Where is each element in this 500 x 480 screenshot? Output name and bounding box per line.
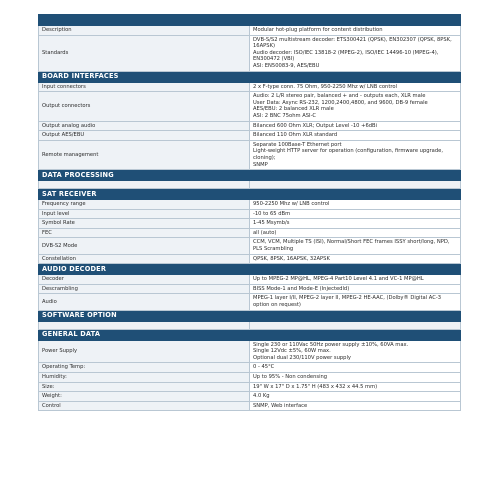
top-header-bar-cell	[39, 15, 461, 26]
spec-row	[39, 121, 461, 131]
spec-value: MPEG-1 layer I/II, MPEG-2 layer II, MPEG-2 HE-AAC, (Dolby® Digital AC-3 option on request)	[250, 294, 461, 310]
section-header-title: SAT RECEIVER	[39, 189, 461, 200]
spec-value: Separate 100Base-T Ethernet port Light-weight HTTP server for operation (configuration, firmware upgrade, cloning); SNMP	[250, 140, 461, 169]
spec-row	[39, 219, 461, 229]
spec-label: Standards	[39, 35, 250, 71]
section-header	[39, 264, 461, 275]
spec-row	[39, 131, 461, 141]
spec-value: Audio: 2 L/R stereo pair, balanced + and - outputs each, XLR male User Data: Async RS-232, 1200,2400,4800, and 9600, DB-9 female AES/EBU: 2 balanced XLR male ASI: 2 BNC 75ohm ASI-C	[250, 92, 461, 121]
spec-label: Output connectors	[39, 92, 250, 121]
section-header-title: DATA PROCESSING	[39, 170, 461, 181]
spec-label: Frequency range	[39, 200, 250, 210]
spec-label: Humidity:	[39, 373, 250, 383]
spec-row	[39, 254, 461, 264]
spec-value: Bilanced 110 Ohm XLR standard	[250, 131, 461, 141]
spec-label: Power Supply	[39, 340, 250, 363]
section-header-title: SOFTWARE OPTION	[39, 310, 461, 321]
spec-label: Weight:	[39, 392, 250, 402]
spec-value: QPSK, 8PSK, 16APSK, 32APSK	[250, 254, 461, 264]
empty-row	[39, 321, 461, 329]
spec-sheet	[38, 14, 461, 411]
spec-label: Operating Temp:	[39, 363, 250, 373]
spec-row	[39, 228, 461, 238]
spec-label: Description	[39, 26, 250, 36]
section-header-title: AUDIO DECODER	[39, 264, 461, 275]
spec-value: DVB-S/S2 multistream decoder: ETS300421 (QPSK), EN302307 (QPSK, 8PSK, 16APSK) Audio decoder: ISO/IEC 13818-2 (MPEG-2), ISO/IEC 14496-10 (MPEG-4), EN300472 (VBI) ASI: EN50083-9, AES/EBU	[250, 35, 461, 71]
spec-table-body	[39, 15, 461, 411]
spec-value	[250, 181, 461, 189]
spec-row	[39, 382, 461, 392]
spec-label: Output analog audio	[39, 121, 250, 131]
spec-value: -10 to 65 dBm	[250, 209, 461, 219]
spec-row	[39, 373, 461, 383]
spec-label: Descrambling	[39, 284, 250, 294]
spec-value: Bilanced 600 Ohm XLR; Output Level -10 +6dBi	[250, 121, 461, 131]
section-header	[39, 189, 461, 200]
spec-label	[39, 181, 250, 189]
spec-label: Audio	[39, 294, 250, 310]
spec-label: Symbol Rate	[39, 219, 250, 229]
spec-row	[39, 340, 461, 363]
spec-row	[39, 35, 461, 71]
spec-value: SNMP, Web interface	[250, 401, 461, 411]
spec-row	[39, 363, 461, 373]
spec-value: Single 230 or 110Vac 50Hz power supply ±10%, 60VA max. Single 12Vdc ±5%, 60W max. Optional dual 230/110V power supply	[250, 340, 461, 363]
spec-label: Input level	[39, 209, 250, 219]
spec-row	[39, 26, 461, 36]
spec-table	[38, 14, 461, 411]
spec-row	[39, 140, 461, 169]
spec-value: CCM, VCM, Multiple TS (ISI), Normal/Short FEC frames ISSY short/long, NPD, PLS Scrambling	[250, 238, 461, 254]
section-header	[39, 170, 461, 181]
spec-value: 950-2250 Mhz w/ LNB control	[250, 200, 461, 210]
section-header	[39, 310, 461, 321]
section-header-title: BOARD INTERFACES	[39, 71, 461, 82]
spec-row	[39, 284, 461, 294]
spec-label: Input connectors	[39, 82, 250, 92]
spec-row	[39, 294, 461, 310]
spec-label: DVB-S2 Mode	[39, 238, 250, 254]
spec-value: BISS Mode-1 and Mode-E (Injectedld)	[250, 284, 461, 294]
spec-value: all (auto)	[250, 228, 461, 238]
spec-label: Decoder	[39, 275, 250, 285]
spec-row	[39, 392, 461, 402]
spec-label: Remote management	[39, 140, 250, 169]
spec-row	[39, 238, 461, 254]
spec-label	[39, 321, 250, 329]
spec-row	[39, 275, 461, 285]
spec-value: 4.0 Kg	[250, 392, 461, 402]
top-header-bar	[39, 15, 461, 26]
spec-row	[39, 82, 461, 92]
spec-row	[39, 209, 461, 219]
spec-value: 1-45 Msymb/s	[250, 219, 461, 229]
spec-row	[39, 200, 461, 210]
spec-row	[39, 401, 461, 411]
spec-value: 19" W x 17" D x 1.75" H (483 x 432 x 44.5 mm)	[250, 382, 461, 392]
spec-value: 0 - 45°C	[250, 363, 461, 373]
spec-label: Size:	[39, 382, 250, 392]
spec-row	[39, 92, 461, 121]
spec-label: Output AES/EBU	[39, 131, 250, 141]
spec-value	[250, 321, 461, 329]
spec-value: Modular hot-plug platform for content distribution	[250, 26, 461, 36]
spec-label: FEC	[39, 228, 250, 238]
empty-row	[39, 181, 461, 189]
section-header	[39, 329, 461, 340]
spec-label: Constellation	[39, 254, 250, 264]
section-header-title: GENERAL DATA	[39, 329, 461, 340]
spec-value: Up to MPEG-2 MP@HL, MPEG-4 Part10 Level 4.1 and VC-1 MP@HL	[250, 275, 461, 285]
spec-label: Control	[39, 401, 250, 411]
spec-value: Up to 95% - Non condensing	[250, 373, 461, 383]
section-header	[39, 71, 461, 82]
spec-value: 2 x F-type conn. 75 Ohm, 950-2250 Mhz w/ LNB control	[250, 82, 461, 92]
